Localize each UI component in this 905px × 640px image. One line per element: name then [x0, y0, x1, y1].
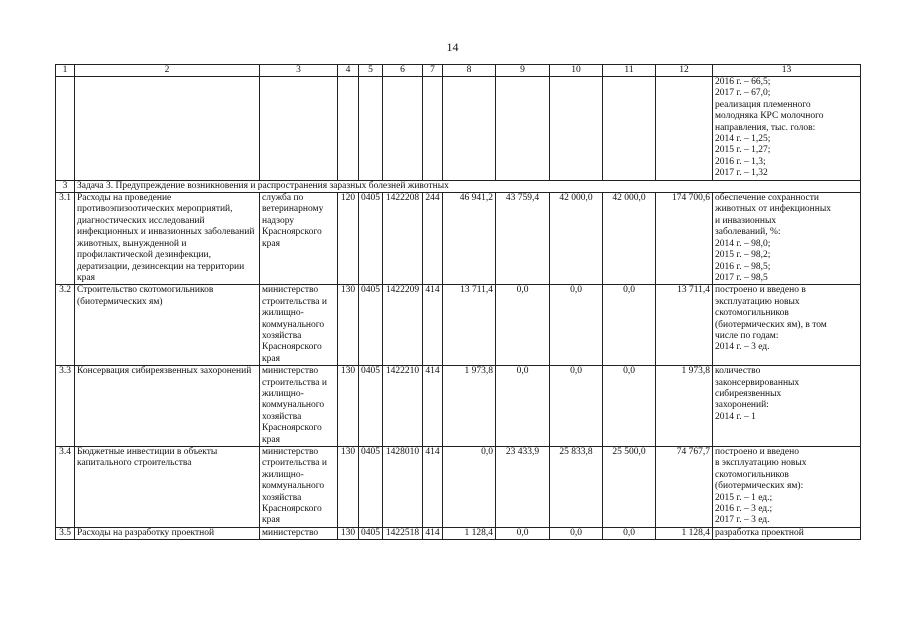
table-row	[56, 447, 861, 528]
amount-total: 1 973,8	[656, 366, 713, 447]
amount-2017: 0,0	[603, 366, 656, 447]
amount-total: 74 767,7	[656, 447, 713, 528]
code-rzpr: 0405	[359, 447, 383, 528]
program-table	[55, 64, 861, 540]
result-line: скотомогильников	[715, 469, 789, 480]
table-row	[56, 527, 861, 539]
amount-2015: 23 433,9	[496, 447, 550, 528]
result-line: 2016 г. – 66,5;	[715, 77, 771, 87]
agency-name: министерство	[260, 527, 338, 539]
result-line: построено и введено в	[715, 285, 806, 296]
result-line: 2015 г. – 98,2;	[715, 250, 771, 261]
result-line: числе по годам:	[715, 330, 779, 341]
code-csr: 1428010	[383, 447, 423, 528]
row-number: 3.3	[56, 366, 75, 447]
code-vr: 414	[423, 366, 443, 447]
agency-name: министерство строительства и жилищно-коммунального хозяйства Красноярского края	[260, 447, 338, 528]
amount-total: 174 700,6	[656, 193, 713, 285]
amount-2016: 0,0	[550, 285, 603, 366]
amount-2017: 0,0	[603, 285, 656, 366]
amount-total: 13 711,4	[656, 285, 713, 366]
amount-2015: 43 759,4	[496, 193, 550, 285]
amount-2016: 42 000,0	[550, 193, 603, 285]
amount-2017: 0,0	[603, 527, 656, 539]
result-line: 2017 г. – 98,5	[715, 272, 768, 283]
expected-result	[713, 193, 861, 285]
continuation-row	[56, 77, 861, 181]
measure-name: Расходы на разработку проектной	[75, 527, 260, 539]
row-number: 3.5	[56, 527, 75, 539]
amount-2014: 1 128,4	[443, 527, 496, 539]
column-number: 8	[443, 65, 496, 77]
amount-2014: 1 973,8	[443, 366, 496, 447]
code-vr: 414	[423, 447, 443, 528]
result-line: разработка проектной	[715, 527, 804, 538]
column-number: 12	[656, 65, 713, 77]
code-rzpr: 0405	[359, 193, 383, 285]
result-line: 2017 г. – 67,0;	[715, 88, 771, 99]
task-row	[56, 180, 861, 192]
result-line: 2015 г. – 1 ед.;	[715, 492, 773, 503]
column-number: 10	[550, 65, 603, 77]
result-line: 2016 г. – 3 ед.;	[715, 504, 773, 515]
expected-result	[713, 366, 861, 447]
amount-2017: 42 000,0	[603, 193, 656, 285]
continuation-result-cell	[713, 77, 861, 181]
result-line: 2017 г. – 3 ед.	[715, 515, 770, 526]
result-line: животных от инфекционных	[715, 204, 831, 215]
column-number: 7	[423, 65, 443, 77]
amount-2017: 25 500,0	[603, 447, 656, 528]
code-rzpr: 0405	[359, 285, 383, 366]
result-line: обеспечение сохранности	[715, 193, 819, 204]
amount-2015: 0,0	[496, 527, 550, 539]
agency-name: министерство строительства и жилищно-коммунального хозяйства Красноярского края	[260, 366, 338, 447]
row-number: 3.1	[56, 193, 75, 285]
result-line: скотомогильников	[715, 308, 789, 319]
amount-2015: 0,0	[496, 366, 550, 447]
result-line: в эксплуатацию новых	[715, 458, 807, 469]
measure-name: Расходы на проведение противоэпизоотических мероприятий, диагностических исследований инфекционных и инвазионных заболеваний животных, вынужденной и профилактической дезинфекции, дератизации, дезинсекции на территории края	[75, 193, 260, 285]
agency-name: служба по ветеринарному надзору Красноярского края	[260, 193, 338, 285]
result-line: реализация племенного	[715, 99, 811, 110]
column-number: 5	[359, 65, 383, 77]
column-number: 6	[383, 65, 423, 77]
result-line: заболеваний, %:	[715, 227, 781, 238]
column-number: 3	[260, 65, 338, 77]
task-number: 3	[56, 180, 75, 192]
result-line: законсервированных	[715, 377, 800, 388]
result-line: 2016 г. – 1,3;	[715, 156, 766, 167]
measure-name: Бюджетные инвестиции в объекты капитального строительства	[75, 447, 260, 528]
result-line: построено и введено	[715, 447, 799, 457]
result-line: (биотермических ям):	[715, 481, 804, 492]
code-csr: 1422208	[383, 193, 423, 285]
result-line: эксплуатацию новых	[715, 296, 800, 307]
expected-result	[713, 285, 861, 366]
result-line: 2016 г. – 98,5;	[715, 261, 771, 272]
amount-2014: 46 941,2	[443, 193, 496, 285]
result-line: захоронений:	[715, 400, 769, 411]
code-grbs: 120	[338, 193, 359, 285]
code-rzpr: 0405	[359, 527, 383, 539]
code-csr: 1422518	[383, 527, 423, 539]
agency-name: министерство строительства и жилищно-коммунального хозяйства Красноярского края	[260, 285, 338, 366]
result-line: 2014 г. – 1,25;	[715, 134, 771, 145]
table-row	[56, 366, 861, 447]
code-grbs: 130	[338, 366, 359, 447]
code-grbs: 130	[338, 447, 359, 528]
page-number: 14	[446, 40, 459, 54]
amount-2016: 25 833,8	[550, 447, 603, 528]
amount-2014: 0,0	[443, 447, 496, 528]
amount-2016: 0,0	[550, 527, 603, 539]
code-grbs: 130	[338, 285, 359, 366]
code-vr: 244	[423, 193, 443, 285]
row-number: 3.4	[56, 447, 75, 528]
column-number: 13	[713, 65, 861, 77]
expected-result	[713, 527, 861, 539]
code-vr: 414	[423, 527, 443, 539]
result-line: 2015 г. – 1,27;	[715, 145, 771, 156]
result-line: 2017 г. – 1,32	[715, 168, 768, 179]
task-title: Задача 3. Предупреждение возникновения и распространения заразных болезней животных	[75, 180, 861, 192]
result-line: сибиреязвенных	[715, 388, 782, 399]
result-line: 2014 г. – 98,0;	[715, 238, 771, 249]
column-number: 9	[496, 65, 550, 77]
measure-name: Консервация сибиреязвенных захоронений	[75, 366, 260, 447]
result-line: молодняка КРС молочного	[715, 111, 824, 122]
column-number: 2	[75, 65, 260, 77]
amount-2016: 0,0	[550, 366, 603, 447]
column-number: 4	[338, 65, 359, 77]
column-number: 1	[56, 65, 75, 77]
expected-result	[713, 447, 861, 528]
code-grbs: 130	[338, 527, 359, 539]
result-line: (биотермических ям), в том	[715, 319, 827, 330]
code-rzpr: 0405	[359, 366, 383, 447]
result-line: направления, тыс. голов:	[715, 122, 816, 133]
table-row	[56, 193, 861, 285]
code-csr: 1422210	[383, 366, 423, 447]
result-line: 2014 г. – 3 ед.	[715, 342, 770, 353]
column-number-row	[56, 65, 861, 77]
amount-2015: 0,0	[496, 285, 550, 366]
code-vr: 414	[423, 285, 443, 366]
result-line: 2014 г. – 1	[715, 411, 756, 422]
code-csr: 1422209	[383, 285, 423, 366]
measure-name: Строительство скотомогильников (биотермических ям)	[75, 285, 260, 366]
column-number: 11	[603, 65, 656, 77]
row-number: 3.2	[56, 285, 75, 366]
amount-total: 1 128,4	[656, 527, 713, 539]
result-line: и инвазионных	[715, 215, 777, 226]
amount-2014: 13 711,4	[443, 285, 496, 366]
result-line: количество	[715, 366, 761, 377]
table-row	[56, 285, 861, 366]
